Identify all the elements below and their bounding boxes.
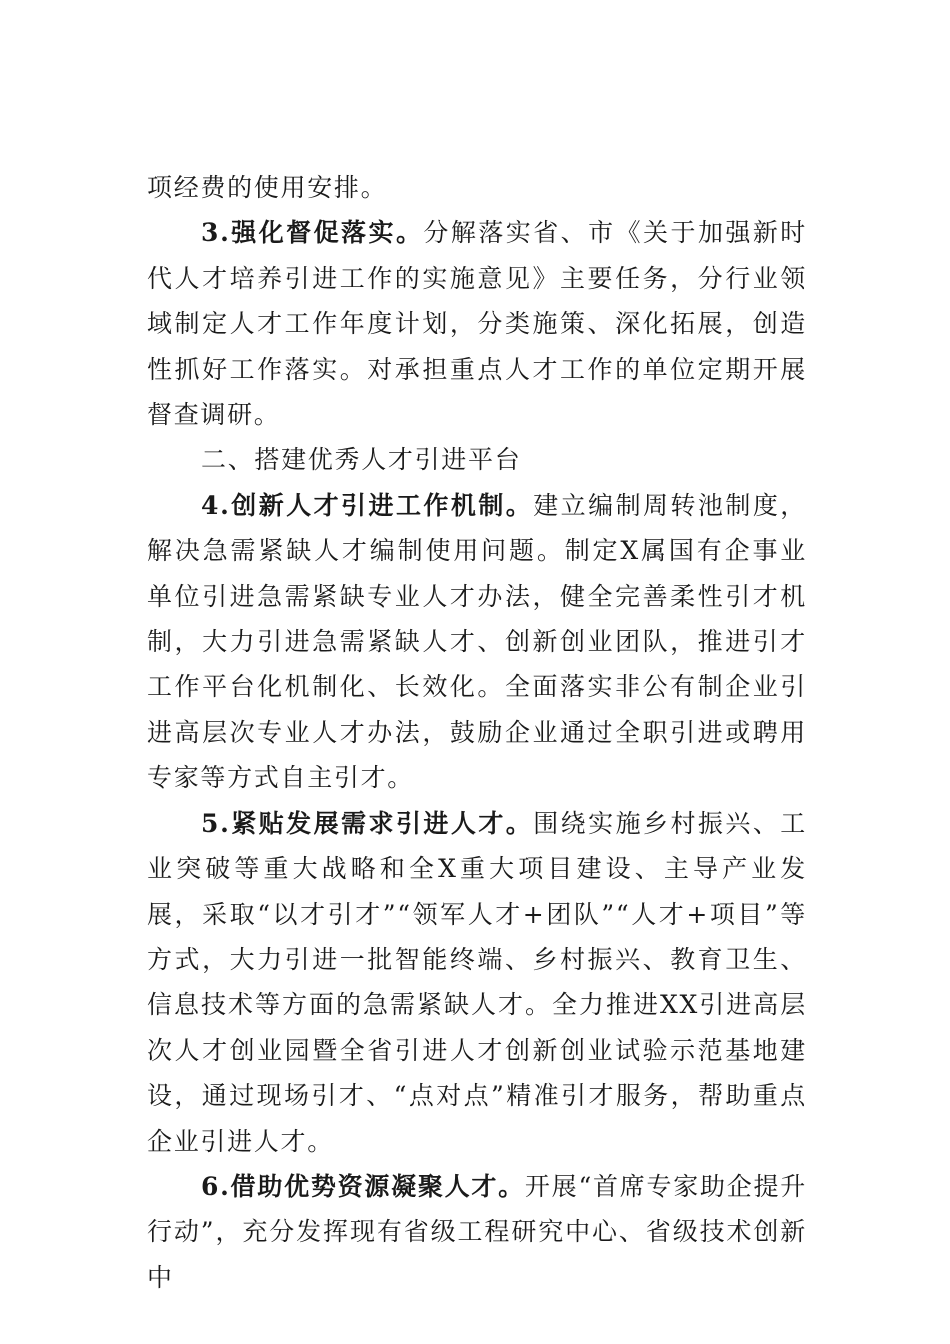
document-body [147,165,807,1300]
paragraph-text: 建立编制周转池制度，解决急需紧缺人才编制使用问题。制定X属国有企事业单位引进急需紧缺专业人才办法，健全完善柔性引才机制，大力引进急需紧缺人才、创新创业团队，推进引才工作平台化机制化、长效化。全面落实非公有制企业引进高层次专业人才办法，鼓励企业通过全职引进或聘用专家等方式自主引才。 [147,490,807,793]
paragraph-text: 分解落实省、市《关于加强新时代人才培养引进工作的实施意见》主要任务，分行业领域制定人才工作年度计划，分类施策、深化拓展，创造性抓好工作落实。对承担重点人才工作的单位定期开展督查调研。 [147,218,807,430]
section-heading: 二、搭建优秀人才引进平台 [201,445,522,475]
paragraph-lead: 6.借助优势资源凝聚人才。 [201,1171,525,1201]
paragraph-leverage-resources [147,1164,807,1300]
paragraph-text: 开展“首席专家助企提升行动”，充分发挥现有省级工程研究中心、省级技术创新中 [147,1171,808,1292]
paragraph-lead: 4.创新人才引进工作机制。 [201,490,534,520]
paragraph-continuation [147,165,807,210]
paragraph-strengthen-supervision [147,210,807,437]
paragraph-development-needs [147,801,807,1164]
paragraph-lead: 3.强化督促落实。 [201,218,424,248]
paragraph-lead: 5.紧贴发展需求引进人才。 [201,808,534,838]
paragraph-innovate-mechanism [147,483,807,801]
paragraph-text: 项经费的使用安排。 [147,173,388,202]
paragraph-text: 围绕实施乡村振兴、工业突破等重大战略和全X重大项目建设、主导产业发展，采取“以才引才”“领军人才+团队”“人才+项目”等方式，大力引进一批智能终端、乡村振兴、教育卫生、信息技术等方面的急需紧缺人才。全力推进XX引进高层次人才创业园暨全省引进人才创新创业试验示范基地建设，通过现场引才、“点对点”精准引才服务，帮助重点企业引进人才。 [147,808,807,1156]
